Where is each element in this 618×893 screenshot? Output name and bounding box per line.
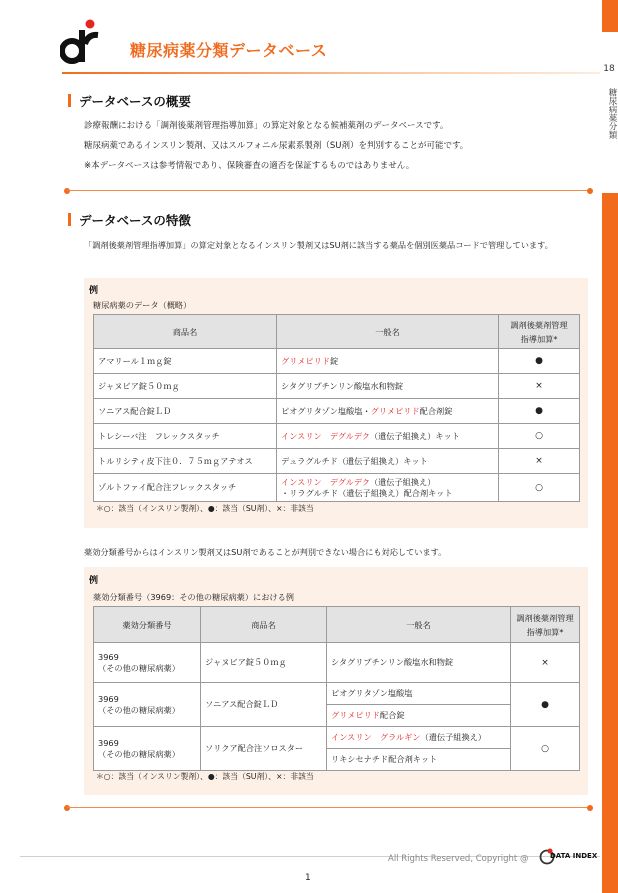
flag-mark: × [499,374,580,399]
table-row [94,449,580,474]
class-code: 3969 （その他の糖尿病薬） [94,643,201,683]
flag-mark: × [499,449,580,474]
section-marker [68,94,71,107]
table-row [94,399,580,424]
table-header-row [94,607,580,643]
table-row [94,374,580,399]
product-name: ソニアス配合錠ＬＤ [201,683,327,727]
table-header-row [94,315,580,349]
generic-name: デュラグルチド（遺伝子組換え）キット [277,449,499,474]
flag-mark: ● [511,683,580,727]
example1-label: 例 [89,286,99,296]
table-row [94,643,580,683]
data-index-text: DATA INDEX [550,852,598,860]
page-number: 1 [305,873,311,883]
product-name: ソリクア配合注ソロスター [201,727,327,771]
flag-mark: ○ [499,474,580,502]
section-divider [67,190,590,191]
table-row [94,424,580,449]
example1-table [93,314,580,502]
side-accent-bar [602,193,618,893]
flag-mark: ● [499,349,580,374]
table-row [94,349,580,374]
footer-copyright: All Rights Reserved, Copyright @ [388,854,529,864]
side-accent-top [602,0,618,32]
divider-dot [587,805,593,811]
example2-caption: 薬効分類番号（3969：その他の糖尿病薬）における例 [93,592,294,602]
flag-mark: ○ [511,727,580,771]
header-product: 商品名 [94,315,277,349]
flag-mark: ● [499,399,580,424]
flag-mark: ○ [499,424,580,449]
header-generic: 一般名 [277,315,499,349]
product-name: トレシーバ注 フレックスタッチ [94,424,277,449]
header-generic: 一般名 [327,607,511,643]
overview-line: 糖尿病薬であるインスリン製剤、又はスルフォニル尿素系製剤（SU剤）を判別することが可能です。 [84,141,469,151]
side-page-number: 18 [603,64,615,74]
section1-heading: データベースの概要 [79,94,191,109]
header-flag: 調剤後薬剤管理 指導加算* [499,315,580,349]
data-index-logo [538,847,600,865]
example1-note: ＊○：該当（インスリン製剤）、●：該当（SU剤）、×：非該当 [96,504,314,513]
product-name: トルリシティ皮下注０．７５ｍｇアテオス [94,449,277,474]
product-name: ジャヌビア錠５０ｍｇ [201,643,327,683]
generic-name: シタグリプチンリン酸塩水和物錠 [327,643,511,683]
section2-heading: データベースの特徴 [79,213,191,228]
product-name: ゾルトファイ配合注フレックスタッチ [94,474,277,502]
header-flag: 調剤後薬剤管理 指導加算* [511,607,580,643]
divider-dot [64,805,70,811]
title-underline [62,72,600,74]
example2-label: 例 [89,576,99,586]
section-divider [67,807,590,808]
example1-caption: 糖尿病薬のデータ（概略） [93,300,192,310]
generic-name: リキシセナチド配合剤キット [327,749,511,771]
class-code: 3969 （その他の糖尿病薬） [94,727,201,771]
generic-name: シタグリプチンリン酸塩水和物錠 [277,374,499,399]
features-intro2: 薬効分類番号からはインスリン製剤又はSU剤であることが判別できない場合にも対応しています。 [84,547,447,557]
table-row [94,727,580,749]
table-row [94,474,580,502]
divider-dot [587,188,593,194]
generic-name: インスリン デグルデク（遺伝子組換え）キット [277,424,499,449]
company-logo [60,18,102,66]
overview-line: ※本データベースは参考情報であり、保険審査の適否を保証するものではありません。 [84,161,415,171]
example2-table [93,606,580,771]
generic-name: ピオグリタゾン塩酸塩 [327,683,511,705]
class-code: 3969 （その他の糖尿病薬） [94,683,201,727]
flag-mark: × [511,643,580,683]
product-name: アマリール１ｍｇ錠 [94,349,277,374]
section-marker [68,213,71,226]
features-intro: 「調剤後薬剤管理指導加算」の算定対象となるインスリン製剤又はSU剤に該当する薬品を個別医薬品コードで管理しています。 [84,240,553,250]
header-product: 商品名 [201,607,327,643]
generic-name: インスリン デグルデク（遺伝子組換え） ・リラグルチド（遺伝子組換え）配合剤キット [277,474,499,502]
product-name: ソニアス配合錠ＬＤ [94,399,277,424]
table-row [94,683,580,705]
header-code: 薬効分類番号 [94,607,201,643]
generic-name: インスリン グラルギン（遺伝子組換え） [327,727,511,749]
generic-name: グリメピリド配合錠 [327,705,511,727]
side-vertical-label: 糖尿病薬分類 [607,88,617,139]
generic-name: ピオグリタゾン塩酸塩・グリメピリド配合剤錠 [277,399,499,424]
overview-line: 診療報酬における「調剤後薬剤管理指導加算」の算定対象となる候補薬剤のデータベースです。 [84,121,449,131]
divider-dot [64,188,70,194]
product-name: ジャヌビア錠５０ｍｇ [94,374,277,399]
generic-name: グリメピリド錠 [277,349,499,374]
example2-note: ＊○：該当（インスリン製剤）、●：該当（SU剤）、×：非該当 [96,772,314,781]
page-title: 糖尿病薬分類データベース [130,41,328,60]
